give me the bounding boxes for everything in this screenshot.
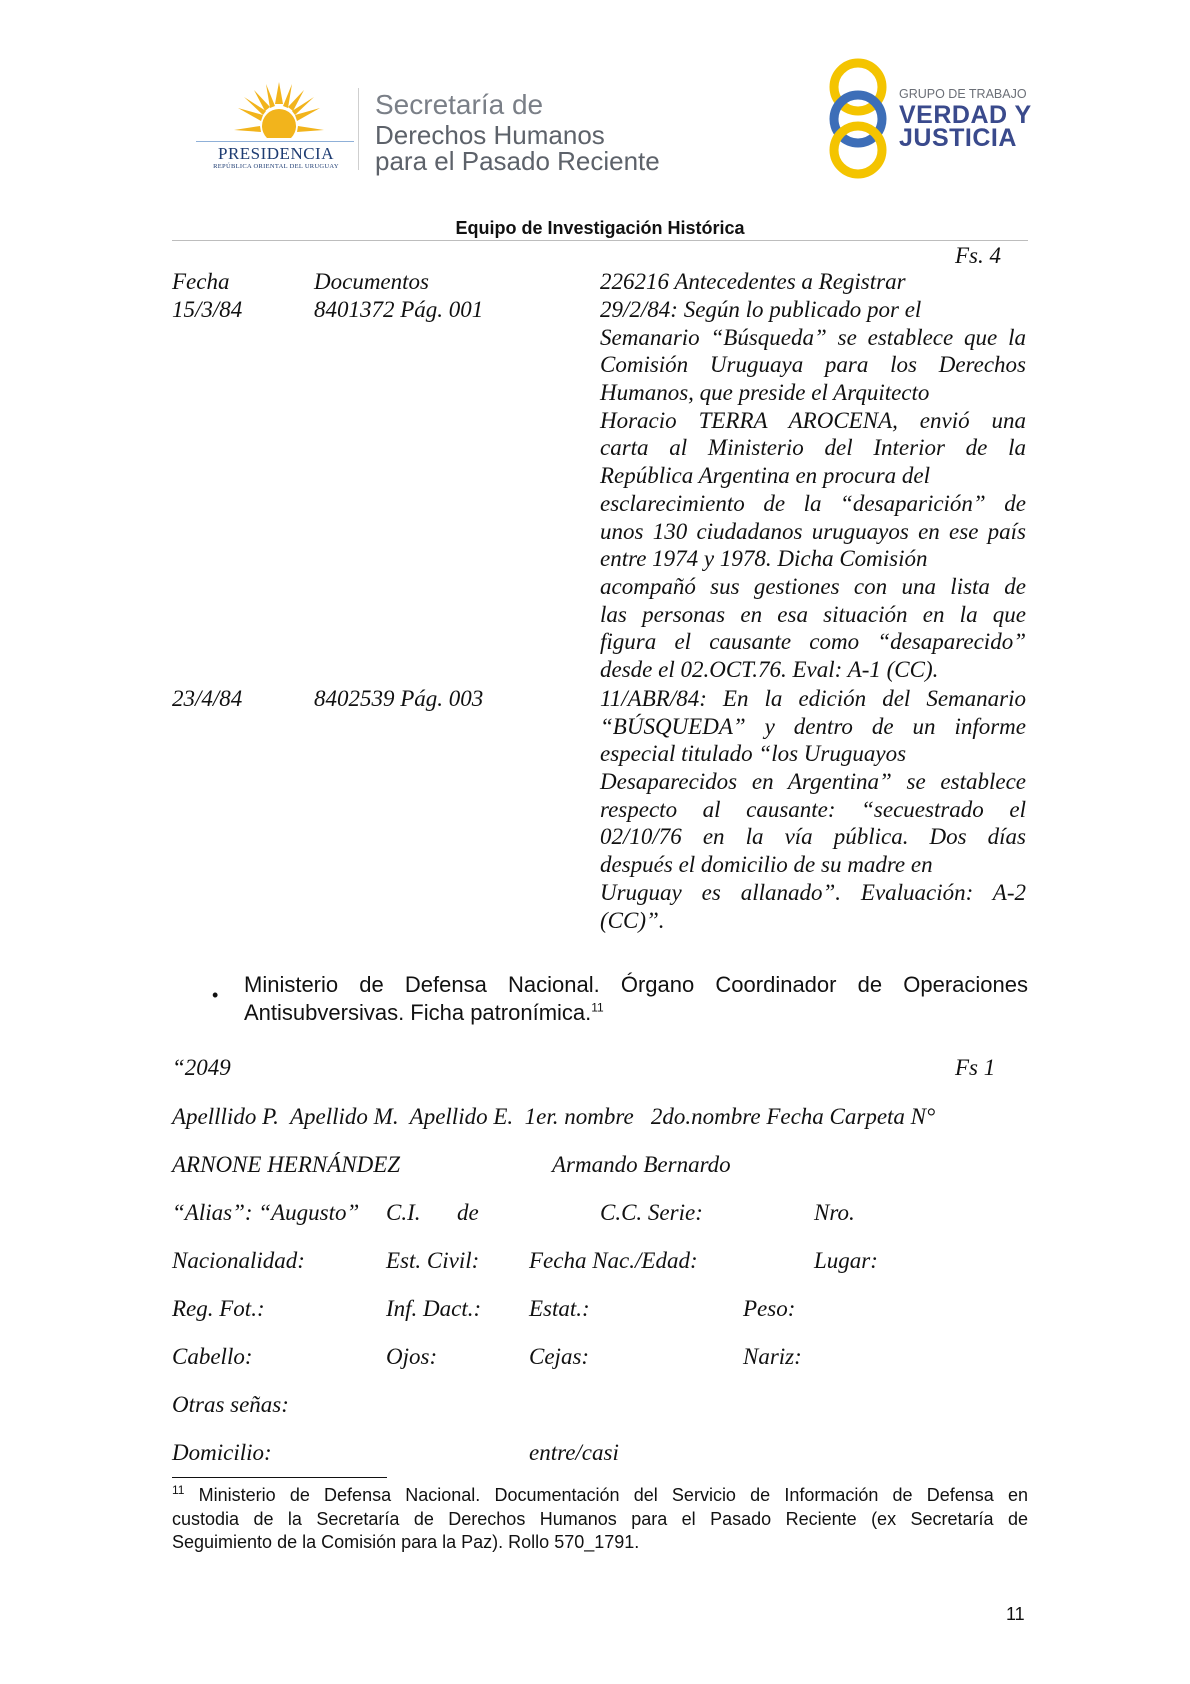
ficha-alias: “Alias”: “Augusto” [172, 1200, 360, 1225]
text-line: Horacio TERRA AROCENA, envió una [600, 407, 1026, 433]
text-line: después el domicilio de su madre en [600, 852, 933, 878]
gtvj-line1: GRUPO DE TRABAJO [899, 87, 1027, 101]
secretaria-line3: para el Pasado Reciente [375, 146, 660, 176]
ficha-cc-serie: C.C. Serie: [600, 1200, 703, 1225]
text-line: especial titulado “los Uruguayos [600, 741, 907, 767]
text-line: Comisión Uruguaya para los Derechos [600, 352, 1026, 378]
text-line: 02/10/76 en la vía pública. Dos días [600, 824, 1026, 850]
ficha-nro: Nro. [814, 1200, 855, 1225]
text-line: (CC)”. [600, 907, 665, 933]
ficha-de: de [457, 1200, 479, 1225]
row2-fecha: 23/4/84 [172, 686, 243, 711]
row1-fecha: 15/3/84 [172, 297, 243, 322]
ficha-cabello: Cabello: [172, 1344, 253, 1369]
text-line: acompañó sus gestiones con una lista de [600, 573, 1026, 599]
text-line: “BÚSQUEDA” y dentro de un informe [600, 713, 1026, 739]
text-line: 11/ABR/84: En la edición del Semanario [600, 686, 1026, 711]
row1-text [600, 296, 1026, 684]
text-line: unos 130 ciudadanos uruguayos en ese país [600, 518, 1026, 544]
ficha-nombres: Armando Bernardo [552, 1152, 731, 1177]
text-line: entre 1974 y 1978. Dicha Comisión [600, 546, 928, 572]
presidencia-subtitle: REPÚBLICA ORIENTAL DEL URUGUAY [213, 163, 339, 170]
text-line: carta al Ministerio del Interior de la [600, 435, 1026, 461]
ficha-ci: C.I. [386, 1200, 421, 1225]
ficha-nacionalidad: Nacionalidad: [172, 1248, 305, 1273]
ficha-ojos: Ojos: [386, 1344, 438, 1369]
ficha-entre-casi: entre/casi [529, 1440, 619, 1465]
page-number: 11 [1006, 1604, 1025, 1624]
footnote-line1 [172, 1484, 1028, 1508]
folio-number: Fs. 4 [955, 243, 1001, 268]
ficha-cejas: Cejas: [529, 1344, 590, 1369]
secretaria-line2: Derechos Humanos [375, 120, 605, 150]
gtvj-rings-logo [820, 57, 896, 179]
text-line: esclarecimiento de la “desaparición” de [600, 490, 1026, 516]
bullet-text-line2 [244, 999, 604, 1027]
header-divider [358, 88, 359, 170]
ficha-estat: Estat.: [529, 1296, 590, 1321]
bullet-text: Antisubversivas. Ficha patronímica. [244, 1000, 592, 1025]
ficha-est-civil: Est. Civil: [386, 1248, 480, 1273]
secretaria-line1: Secretaría de [375, 89, 544, 120]
ficha-apellidos: ARNONE HERNÁNDEZ [172, 1152, 401, 1177]
text-line: República Argentina en procura del [600, 463, 931, 489]
footnote-line2: custodia de la Secretaría de Derechos Humanos para el Pasado Reciente (ex Secretaría de [172, 1508, 1028, 1529]
presidencia-title: PRESIDENCIA [217, 144, 334, 163]
ficha-fecha-nac: Fecha Nac./Edad: [529, 1248, 698, 1273]
header-rule [172, 240, 1028, 241]
column-header-documentos: Documentos [314, 269, 429, 294]
ficha-lugar: Lugar: [814, 1248, 878, 1273]
column-header-fecha: Fecha [172, 269, 230, 294]
column-header-antecedentes: 226216 Antecedentes a Registrar [600, 269, 906, 294]
footnote-rule [172, 1477, 387, 1478]
presidencia-sun-logo [234, 82, 324, 144]
text-line: Semanario “Búsqueda” se establece que la [600, 324, 1026, 350]
footnote-line3: Seguimiento de la Comisión para la Paz). Rollo 570_1791. [172, 1532, 640, 1552]
ficha-number: “2049 [172, 1055, 231, 1080]
team-title: Equipo de Investigación Histórica [455, 218, 745, 238]
text-line: Uruguay es allanado”. Evaluación: A-2 [600, 879, 1026, 905]
row2-documento: 8402539 Pág. 003 [314, 686, 484, 711]
ficha-peso: Peso: [743, 1296, 796, 1321]
ficha-header-line: Apelllido P. Apellido M. Apellido E. 1er. nombre 2do.nombre Fecha Carpeta N° [172, 1104, 936, 1129]
bullet-text-line1: Ministerio de Defensa Nacional. Órgano Coordinador de Operaciones [244, 972, 1028, 997]
footnote-reference[interactable]: 11 [591, 1000, 604, 1015]
ficha-inf-dact: Inf. Dact.: [386, 1296, 482, 1321]
text-line: desde el 02.OCT.76. Eval: A-1 (CC). [600, 656, 939, 682]
row2-text [600, 685, 1026, 934]
ficha-folio: Fs 1 [955, 1055, 996, 1080]
presidencia-divider [196, 141, 354, 142]
row1-documento: 8401372 Pág. 001 [314, 297, 484, 322]
text-line: Desaparecidos en Argentina” se establece [600, 769, 1026, 795]
ficha-otras-senas: Otras señas: [172, 1392, 289, 1417]
footnote-text: Ministerio de Defensa Nacional. Documentación del Servicio de Información de Defensa en [184, 1485, 1028, 1505]
text-line: figura el causante como “desaparecido” [600, 629, 1026, 655]
text-line: Humanos, que preside el Arquitecto [600, 380, 930, 406]
ficha-domicilio: Domicilio: [172, 1440, 272, 1465]
ficha-reg-fot: Reg. Fot.: [172, 1296, 265, 1321]
gtvj-line3: JUSTICIA [899, 124, 1017, 152]
bullet-marker: • [212, 985, 219, 1005]
gtvj-line2: VERDAD Y [899, 101, 1032, 129]
text-line: 29/2/84: Según lo publicado por el [600, 297, 922, 322]
footnote-number: 11 [172, 1483, 185, 1497]
text-line: respecto al causante: “secuestrado el [600, 796, 1026, 822]
ficha-nariz: Nariz: [743, 1344, 802, 1369]
text-line: las personas en esa situación en la que [600, 601, 1026, 627]
